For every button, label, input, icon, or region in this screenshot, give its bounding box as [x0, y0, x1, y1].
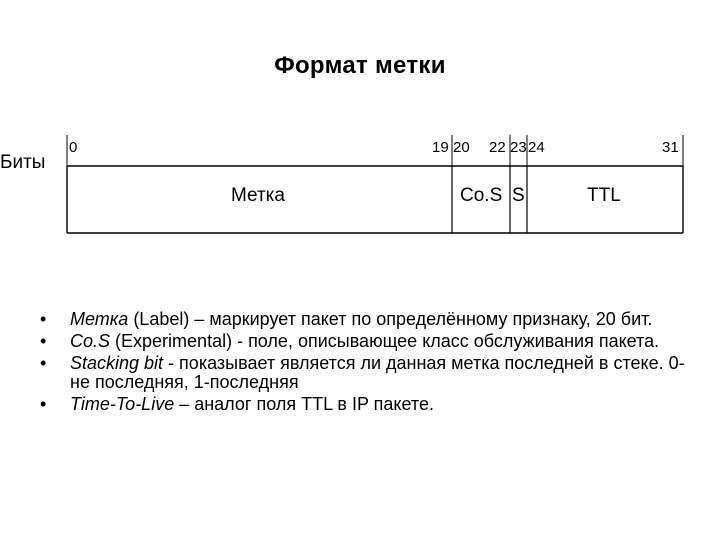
- term-description: (Label) – маркирует пакет по определённому признаку, 20 бит.: [128, 309, 653, 329]
- term-description: - показывает является ли данная метка последней в стеке. 0-не последняя, 1-последняя: [70, 353, 685, 392]
- bit-tick-22: 22: [489, 139, 506, 156]
- bits-row-label: Биты: [0, 152, 46, 173]
- term-description: (Experimental) - поле, описывающее класс обслуживания пакета.: [110, 331, 660, 351]
- field-cos: Co.S: [460, 185, 503, 206]
- term-description: – аналог поля TTL в IP пакете.: [174, 394, 434, 414]
- bullet-icon: •: [40, 309, 47, 329]
- bit-tick-20: 20: [453, 139, 470, 156]
- field-ttl: TTL: [587, 185, 621, 206]
- label-format-diagram: [0, 130, 720, 240]
- field-s: S: [512, 185, 525, 206]
- bullet-icon: •: [40, 331, 47, 351]
- list-item: [40, 310, 690, 329]
- bullet-icon: •: [40, 394, 47, 414]
- list-item: [40, 332, 690, 351]
- bullet-icon: •: [40, 353, 47, 373]
- bit-tick-19: 19: [432, 139, 449, 156]
- list-item: [40, 354, 690, 392]
- term-label: Метка: [70, 309, 129, 329]
- bit-tick-0: 0: [69, 139, 78, 156]
- term-stacking-bit: Stacking bit: [70, 353, 164, 373]
- field-label: Метка: [231, 185, 285, 206]
- definitions-list: [40, 310, 690, 417]
- bit-tick-23: 23: [510, 139, 527, 156]
- term-ttl: Time-To-Live: [70, 394, 175, 414]
- page-title: Формат метки: [274, 52, 446, 79]
- bit-tick-24: 24: [528, 139, 545, 156]
- bit-tick-31: 31: [662, 139, 679, 156]
- list-item: [40, 395, 690, 414]
- term-cos: Co.S: [70, 331, 111, 351]
